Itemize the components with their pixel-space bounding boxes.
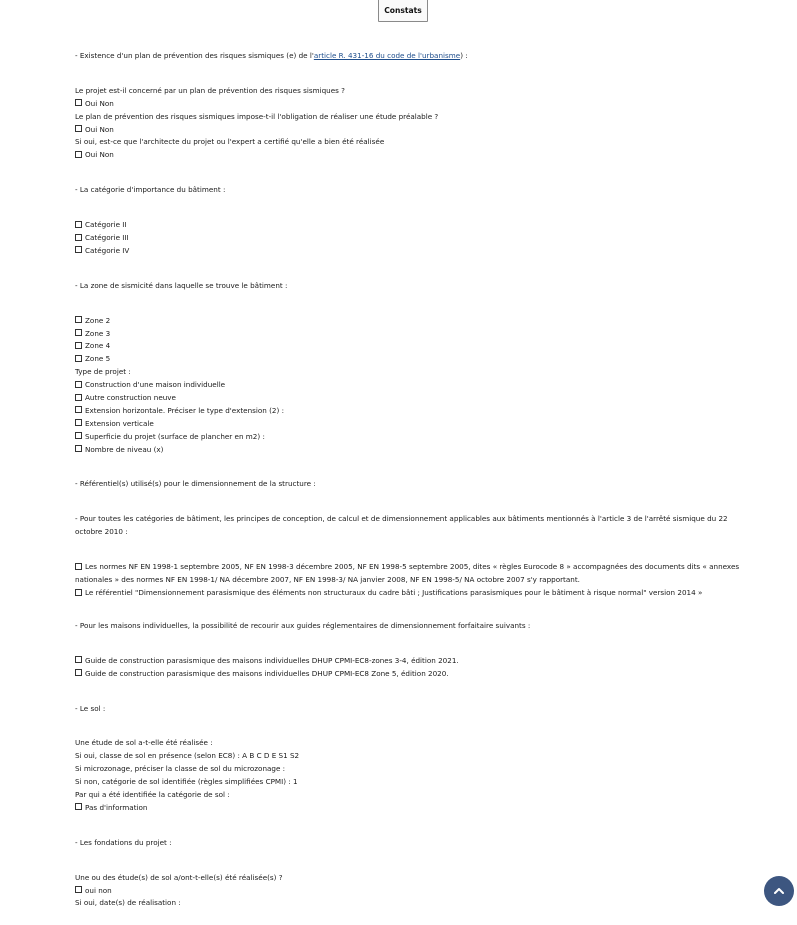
checkbox-icon[interactable] [75, 394, 82, 401]
checkbox-icon[interactable] [75, 234, 82, 241]
checkbox-icon[interactable] [75, 406, 82, 413]
document-body [75, 50, 745, 910]
ppr-answer-1: Oui Non [75, 98, 745, 111]
zone-option: Zone 4 [75, 340, 745, 353]
projet-option: Nombre de niveau (x) [75, 444, 745, 457]
fondations-heading: - Les fondations du projet : [75, 837, 172, 847]
checkbox-icon[interactable] [75, 99, 82, 106]
categorie-option: Catégorie III [75, 232, 745, 245]
checkbox-icon[interactable] [75, 656, 82, 663]
projet-option: Extension horizontale. Préciser le type d'extension (2) : [75, 405, 745, 418]
chevron-up-icon [773, 885, 785, 897]
sol-question: Si microzonage, préciser la classe de sol du microzonage : [75, 764, 286, 774]
checkbox-icon[interactable] [75, 246, 82, 253]
checkbox-icon[interactable] [75, 355, 82, 362]
checkbox-icon[interactable] [75, 432, 82, 439]
referentiel-heading: - Référentiel(s) utilisé(s) pour le dimensionnement de la structure : [75, 479, 316, 489]
categorie-heading: - La catégorie d'importance du bâtiment : [75, 185, 226, 195]
fondations-question: Si oui, date(s) de réalisation : [75, 898, 181, 908]
sol-question: Si oui, classe de sol en présence (selon EC8) : A B C D E S1 S2 [75, 751, 300, 761]
maisons-heading: - Pour les maisons individuelles, la possibilité de recourir aux guides réglementaires de dimensionnement forfaitaire suivants : [75, 620, 531, 630]
checkbox-icon[interactable] [75, 221, 82, 228]
zone-option: Zone 2 [75, 315, 745, 328]
checkbox-icon[interactable] [75, 329, 82, 336]
checkbox-icon[interactable] [75, 589, 82, 596]
projet-option: Autre construction neuve [75, 392, 745, 405]
ppr-intro: - Existence d'un plan de prévention des risques sismiques (e) de l'article R. 431-16 du code de l'urbanisme) : [75, 51, 468, 60]
sol-heading: - Le sol : [75, 703, 106, 713]
checkbox-icon[interactable] [75, 316, 82, 323]
scroll-to-top-button[interactable] [764, 876, 794, 906]
fondations-question: Une ou des étude(s) de sol a/ont-t-elle(s) été réalisée(s) ? [75, 872, 283, 882]
ppr-answer-3: Oui Non [75, 149, 745, 162]
checkbox-icon[interactable] [75, 445, 82, 452]
checkbox-icon[interactable] [75, 563, 82, 570]
sol-question: Par qui a été identifiée la catégorie de sol : [75, 790, 230, 800]
checkbox-icon[interactable] [75, 381, 82, 388]
ppr-question-2: Le plan de prévention des risques sismiques impose-t-il l'obligation de réaliser une étude préalable ? [75, 111, 439, 121]
projet-option: Extension verticale [75, 418, 745, 431]
sol-option: Pas d'information [75, 802, 745, 815]
zone-heading: - La zone de sismicité dans laquelle se trouve le bâtiment : [75, 280, 288, 290]
article-link[interactable]: article R. 431-16 du code de l'urbanisme [313, 51, 461, 60]
checkbox-icon[interactable] [75, 886, 82, 893]
ppr-answer-2: Oui Non [75, 124, 745, 137]
referentiel-option: Le référentiel "Dimensionnement parasismique des éléments non structuraux du cadre bâti ; Justifications parasismiques pour le bâtiment à risque normal" version 2014 » [75, 587, 745, 600]
referentiel-paragraph: - Pour toutes les catégories de bâtiment, les principes de conception, de calcul et de dimensionnement applicables aux bâtiments mentionnés à l'article 3 de l'arrêté sismique du 22 octobre 2010 : [75, 514, 728, 537]
ppr-question-3: Si oui, est-ce que l'architecte du projet ou l'expert a certifié qu'elle a bien été réalisée [75, 137, 385, 147]
maisons-option: Guide de construction parasismique des maisons individuelles DHUP CPMI-EC8 Zone 5, édition 2020. [75, 668, 745, 681]
checkbox-icon[interactable] [75, 125, 82, 132]
zone-option: Zone 3 [75, 328, 745, 341]
tab-constats[interactable]: Constats [378, 0, 428, 22]
checkbox-icon[interactable] [75, 151, 82, 158]
projet-option: Construction d'une maison individuelle [75, 379, 745, 392]
categorie-option: Catégorie IV [75, 245, 745, 258]
checkbox-icon[interactable] [75, 342, 82, 349]
maisons-option: Guide de construction parasismique des maisons individuelles DHUP CPMI-EC8-zones 3-4, édition 2021. [75, 655, 745, 668]
checkbox-icon[interactable] [75, 669, 82, 676]
fondations-answer: oui non [75, 885, 745, 898]
categorie-option: Catégorie II [75, 219, 745, 232]
projet-option: Superficie du projet (surface de plancher en m2) : [75, 431, 745, 444]
projet-heading: Type de projet : [75, 367, 131, 377]
sol-question: Si non, catégorie de sol identifiée (règles simplifiées CPMI) : 1 [75, 777, 298, 787]
checkbox-icon[interactable] [75, 803, 82, 810]
referentiel-option: Les normes NF EN 1998-1 septembre 2005, NF EN 1998-3 décembre 2005, NF EN 1998-5 septembre 2005, dites « règles Eurocode 8 » accompagnées des documents dits « annexes nationales » des normes NF EN 1998-1/ NA décembre 2007, NF EN 1998-3/ NA janvier 2008, NF EN 1998-5/ NA octobre 2007 s'y rapportant. [75, 562, 740, 585]
zone-option: Zone 5 [75, 353, 745, 366]
ppr-question-1: Le projet est-il concerné par un plan de prévention des risques sismiques ? [75, 85, 345, 95]
checkbox-icon[interactable] [75, 419, 82, 426]
sol-question: Une étude de sol a-t-elle été réalisée : [75, 738, 213, 748]
